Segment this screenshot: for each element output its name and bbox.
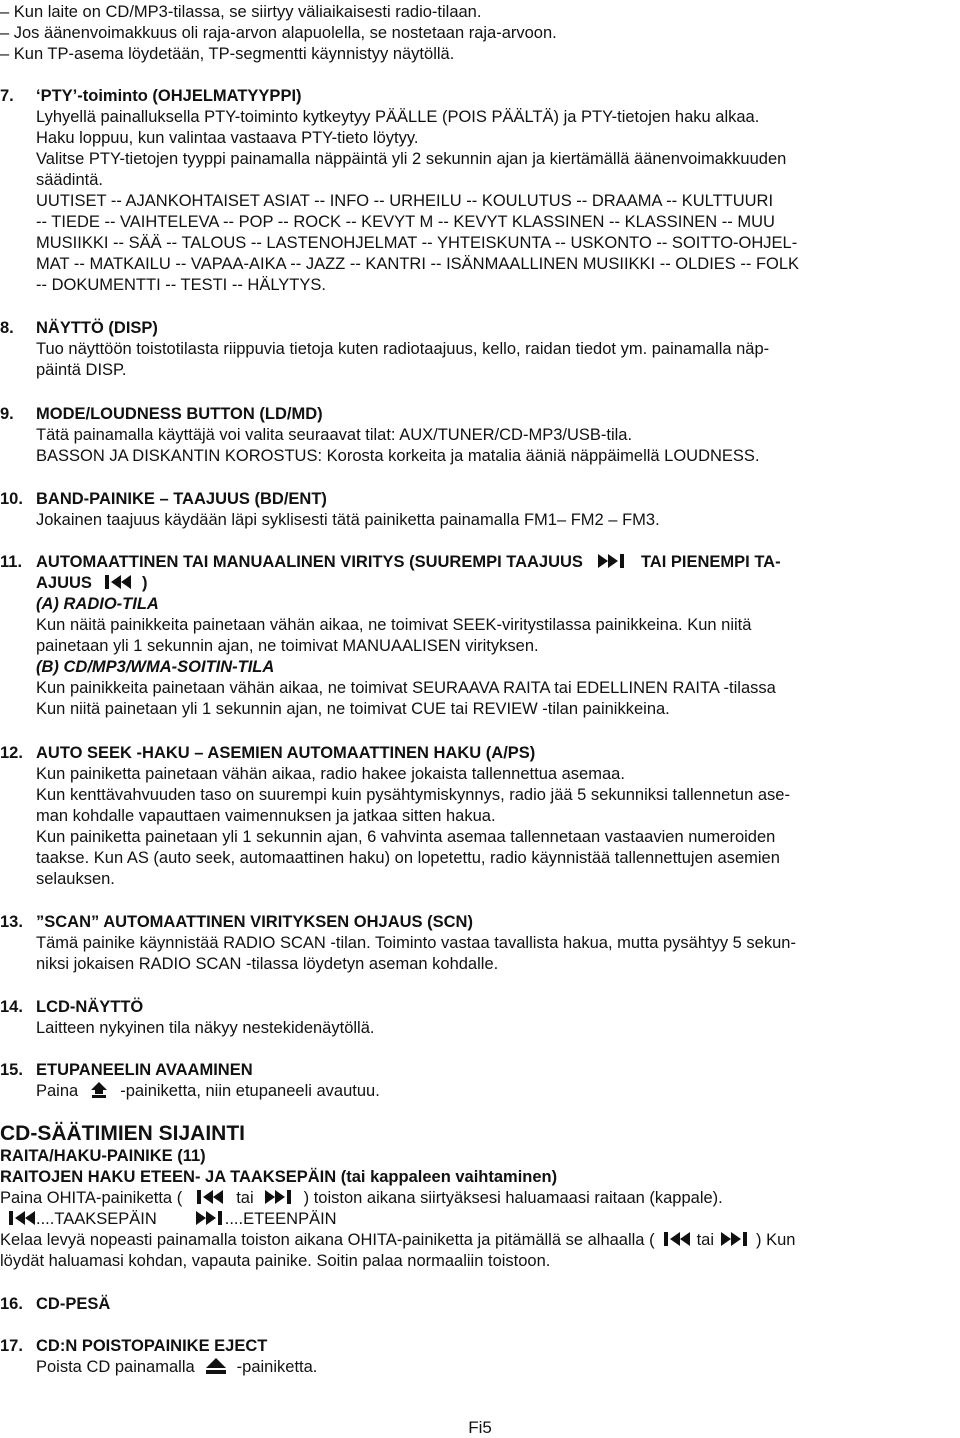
section-12 — [0, 743, 960, 890]
text-fragment: ....ETEENPÄIN — [224, 1210, 337, 1228]
text-line: Tuo näyttöön toistotilasta riippuvia tietoja kuten radiotaajuus, kello, raidan tiedot ym. painamalla näp- — [36, 340, 770, 358]
section-title-cont: AJUUS — [36, 574, 92, 592]
bullet-line: – Kun TP-asema löydetään, TP-segmentti käynnistyy näytöllä. — [0, 45, 455, 63]
text-fragment: -painiketta, niin etupaneeli avautuu. — [120, 1082, 380, 1100]
section-11 — [0, 552, 960, 720]
text-fragment: Paina OHITA-painiketta ( — [0, 1189, 183, 1207]
section-13 — [0, 912, 960, 975]
text-line: Kun painiketta painetaan yli 1 sekunnin ajan, 6 vahvinta asemaa tallennetaan vastaavien numeroiden — [36, 828, 776, 846]
text-fragment: ....TAAKSEPÄIN — [36, 1210, 157, 1228]
text-line: painetaan yli 1 sekunnin ajan, ne toimivat MANUAALISEN virityksen. — [36, 637, 539, 655]
skip-back-icon — [194, 1189, 224, 1205]
eject-icon — [205, 1357, 227, 1375]
section-title: CD:N POISTOPAINIKE EJECT — [36, 1337, 268, 1355]
section-10 — [0, 489, 960, 531]
cd-section-title: CD-SÄÄTIMIEN SIJAINTI — [0, 1122, 246, 1145]
text-fragment: tai — [236, 1189, 254, 1207]
skip-back-icon — [102, 574, 132, 590]
section-15 — [0, 1060, 960, 1102]
text-line: päintä DISP. — [36, 361, 127, 379]
section-17 — [0, 1336, 960, 1378]
bullet-line: – Jos äänenvoimakkuus oli raja-arvon alapuolella, se nostetaan raja-arvoon. — [0, 24, 557, 42]
section-title: ‘PTY’-toiminto (OHJELMATYYPPI) — [36, 87, 302, 105]
section-number: 10. — [0, 490, 23, 508]
section-title-cont: TAI PIENEMPI TA- — [640, 553, 781, 571]
text-line: Laitteen nykyinen tila näkyy nestekidenäytöllä. — [36, 1019, 375, 1037]
text-fragment: tai — [696, 1231, 714, 1249]
section-number: 7. — [0, 87, 14, 105]
section-number: 8. — [0, 319, 14, 337]
section-number: 14. — [0, 998, 23, 1016]
section-title: NÄYTTÖ (DISP) — [36, 319, 158, 337]
text-line: UUTISET -- AJANKOHTAISET ASIAT -- INFO -- URHEILU -- KOULUTUS -- DRAAMA -- KULTTUURI — [36, 192, 774, 210]
text-line: -- TIEDE -- VAIHTELEVA -- POP -- ROCK -- KEVYT M -- KEVYT KLASSINEN -- KLASSINEN -- MUU — [36, 213, 775, 231]
text-line: BASSON JA DISKANTIN KOROSTUS: Korosta korkeita ja matalia ääniä näppäimellä LOUDNESS. — [36, 447, 760, 465]
cd-subtitle: RAITA/HAKU-PAINIKE (11) — [0, 1147, 206, 1165]
section-title-cont: ) — [141, 574, 148, 592]
text-line: taakse. Kun AS (auto seek, automaattinen haku) on lopetettu, radio käynnistää tallennettujen asemien — [36, 849, 780, 867]
text-fragment: ) toiston aikana siirtyäksesi haluamaasi raitaan (kappale). — [303, 1189, 723, 1207]
skip-forward-icon — [720, 1231, 750, 1247]
panel-open-icon — [90, 1081, 108, 1099]
text-fragment: Kelaa levyä nopeasti painamalla toiston aikana OHITA-painiketta ja pitämällä se alhaalla ( — [0, 1231, 655, 1249]
section-14 — [0, 997, 960, 1039]
cd-controls-section — [0, 1122, 960, 1272]
text-line: Kun näitä painikkeita painetaan vähän aikaa, ne toimivat SEEK-viritystilassa painikkeina. Kun niitä — [36, 616, 752, 634]
text-line: niksi jokaisen RADIO SCAN -tilassa löydetyn aseman kohdalle. — [36, 955, 499, 973]
text-line: Lyhyellä painalluksella PTY-toiminto kytkeytyy PÄÄLLE (POIS PÄÄLTÄ) ja PTY-tietojen haku alkaa. — [36, 108, 760, 126]
text-fragment: ) Kun — [756, 1231, 796, 1249]
text-line: Haku loppuu, kun valintaa vastaava PTY-tieto löytyy. — [36, 129, 419, 147]
text-line: Tätä painamalla käyttäjä voi valita seuraavat tilat: AUX/TUNER/CD-MP3/USB-tila. — [36, 426, 633, 444]
section-9 — [0, 404, 960, 467]
section-title: LCD-NÄYTTÖ — [36, 998, 144, 1016]
section-8 — [0, 318, 960, 381]
section-number: 9. — [0, 405, 14, 423]
skip-back-icon — [6, 1210, 36, 1226]
cd-subtitle: RAITOJEN HAKU ETEEN- JA TAAKSEPÄIN (tai kappaleen vaihtaminen) — [0, 1168, 558, 1186]
skip-forward-icon — [597, 553, 627, 569]
section-number: 15. — [0, 1061, 23, 1079]
text-line: Kun kenttävahvuuden taso on suurempi kuin pysähtymiskynnys, radio jää 5 sekunniksi tallennetun ase- — [36, 786, 790, 804]
text-line: Kun niitä painetaan yli 1 sekunnin ajan, ne toimivat CUE tai REVIEW -tilan painikkeina. — [36, 700, 670, 718]
section-title: MODE/LOUDNESS BUTTON (LD/MD) — [36, 405, 323, 423]
section-title: ETUPANEELIN AVAAMINEN — [36, 1061, 253, 1079]
skip-forward-icon — [195, 1210, 225, 1226]
section-title: AUTO SEEK -HAKU – ASEMIEN AUTOMAATTINEN HAKU (A/PS) — [36, 744, 536, 762]
section-number: 11. — [0, 553, 23, 571]
text-fragment: Paina — [36, 1082, 79, 1100]
section-number: 12. — [0, 744, 23, 762]
text-line: Kun painikkeita painetaan vähän aikaa, ne toimivat SEURAAVA RAITA tai EDELLINEN RAITA -tilassa — [36, 679, 776, 697]
text-line: -- DOKUMENTTI -- TESTI -- HÄLYTYS. — [36, 276, 326, 294]
section-title: CD-PESÄ — [36, 1295, 111, 1313]
text-line: selauksen. — [36, 870, 115, 888]
skip-forward-icon — [264, 1189, 294, 1205]
section-number: 17. — [0, 1337, 23, 1355]
text-line: Kun painiketta painetaan vähän aikaa, radio hakee jokaista tallennettua asemaa. — [36, 765, 625, 783]
skip-back-icon — [661, 1231, 691, 1247]
text-line: Jokainen taajuus käydään läpi syklisesti tätä painiketta painamalla FM1– FM2 – FM3. — [36, 511, 660, 529]
section-7 — [0, 86, 960, 296]
text-line: Tämä painike käynnistää RADIO SCAN -tilan. Toiminto vastaa tavallista hakua, mutta pysähtyy 5 sekun- — [36, 934, 796, 952]
bullet-line: – Kun laite on CD/MP3-tilassa, se siirtyy väliaikaisesti radio-tilaan. — [0, 3, 482, 21]
section-16 — [0, 1294, 960, 1315]
text-line: Valitse PTY-tietojen tyyppi painamalla näppäintä yli 2 sekunnin ajan ja kiertämällä äänenvoimakkuuden — [36, 150, 787, 168]
section-title: BAND-PAINIKE – TAAJUUS (BD/ENT) — [36, 490, 327, 508]
top-bullets — [0, 2, 960, 65]
section-title: ”SCAN” AUTOMAATTINEN VIRITYKSEN OHJAUS (SCN) — [36, 913, 473, 931]
subsection-title: (B) CD/MP3/WMA-SOITIN-TILA — [36, 658, 275, 676]
subsection-title: (A) RADIO-TILA — [36, 595, 159, 613]
text-fragment: -painiketta. — [236, 1358, 318, 1376]
text-fragment: Poista CD painamalla — [36, 1358, 195, 1376]
text-line: MUSIIKKI -- SÄÄ -- TALOUS -- LASTENOHJELMAT -- YHTEISKUNTA -- USKONTO -- SOITTO-OHJEL- — [36, 234, 798, 252]
text-line: MAT -- MATKAILU -- VAPAA-AIKA -- JAZZ -- KANTRI -- ISÄNMAALLINEN MUSIIKKI -- OLDIES -- FOLK — [36, 255, 800, 273]
page-number: Fi5 — [468, 1418, 492, 1437]
section-number: 16. — [0, 1295, 23, 1313]
section-number: 13. — [0, 913, 23, 931]
text-line: löydät haluamasi kohdan, vapauta painike. Soitin palaa normaaliin toistoon. — [0, 1252, 551, 1270]
text-line: säädintä. — [36, 171, 103, 189]
text-line: man kohdalle vapauttaen vaimennuksen ja jatkaa sitten hakua. — [36, 807, 496, 825]
section-title: AUTOMAATTINEN TAI MANUAALINEN VIRITYS (SUUREMPI TAAJUUS — [36, 553, 583, 571]
